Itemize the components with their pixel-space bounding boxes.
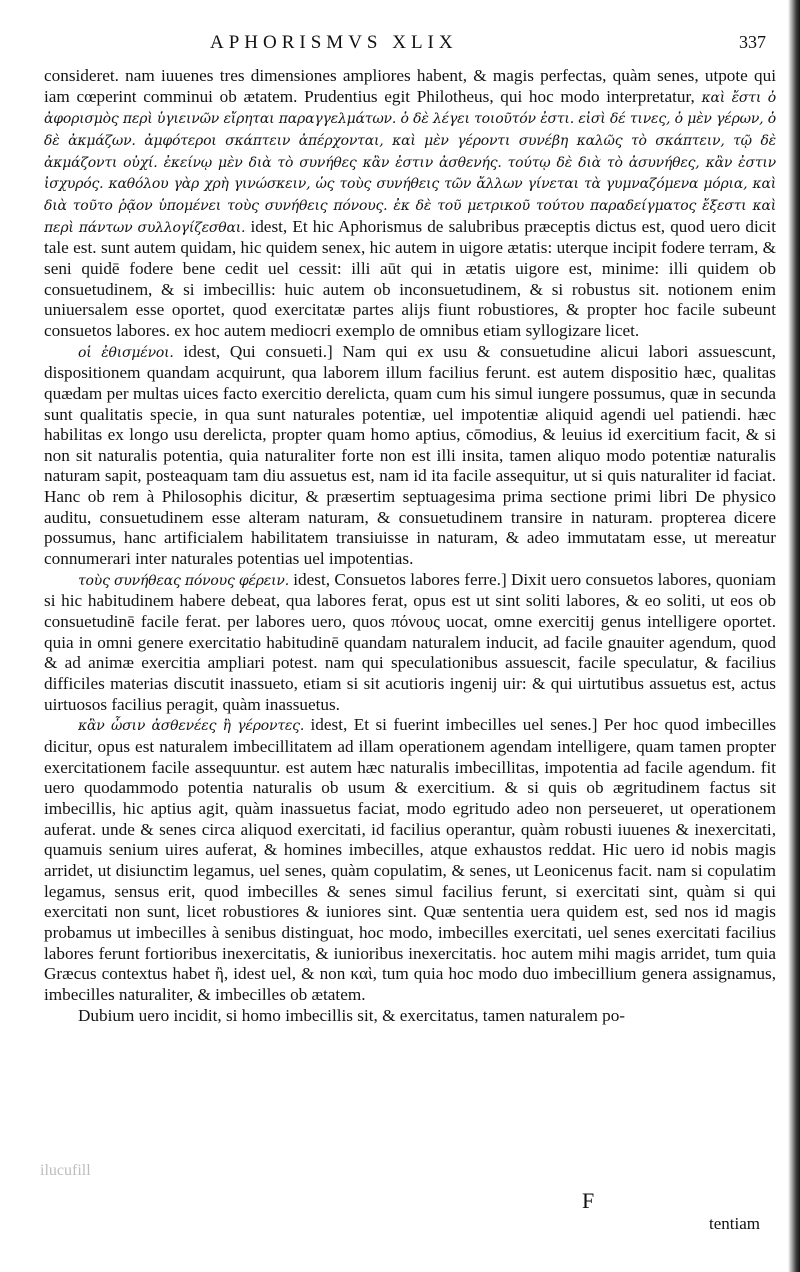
greek-text: τοὺς συνήθεας πόνους φέρειν. bbox=[78, 572, 289, 589]
page-number: 337 bbox=[739, 32, 766, 52]
latin-text: consideret. nam iuuenes tres dimensiones ampliores habent, & magis perfectas, quàm senes, utpote qui iam cœperint comminui ob ætatem. Prudentius egit Philotheus, qui hoc modo interpretatur, bbox=[44, 66, 776, 106]
latin-text: Dubium uero incidit, si homo imbecillis sit, & exercitatus, tamen naturalem po- bbox=[78, 1005, 626, 1025]
running-title: APHORISMVS XLIX bbox=[210, 32, 458, 53]
latin-text: idest, Qui consueti.] Nam qui ex usu & consuetudine alicui labori assuescunt, dispositionem quandam acquirunt, qua laborem illum facilius ferunt. est autem dispositio hæc, qualitas quædam per multas uices facto exercitio derelicta, quam cum his simul iungere possumus, quæ in secunda sunt qualitatis specie, in qua sunt naturales potentiæ, uel impotentiæ aliquid agendi uel patiendi. hæc habilitas ex longo usu derelicta, propter quam homo aptius, cōmodius, & leuius id exercitium facit, & si non sit naturalis potentia, quia naturaliter forte non est illi insita, tamen aliquo modo potentiæ naturalis naturam sapit, posteaquam tam diu assuetus est, nam id ita facile assequitur, ut si quis naturaliter id faciat. Hanc ob rem à Philosophis dicitur, & præsertim septuagesima prima sectione primi libri De physico auditu, consuetudinem esse alteram naturam, & consuetudinem transire in naturam. propterea dicere possumus, hanc artificialem habilitatem transiuisse in naturam, & adeo immutatam esse, ut mereatur connumerari inter naturales potentias uel impotentias. bbox=[44, 341, 776, 569]
signature-mark: F bbox=[582, 1188, 595, 1213]
paragraph bbox=[44, 1006, 776, 1027]
greek-text: οἱ ἐθισμένοι. bbox=[78, 344, 174, 361]
greek-text: καὶ ἔστι ὁ ἀφορισμὸς περὶ ὑγιεινῶν εἴρηται παραγγελμάτων. ὁ δὲ λέγει τοιοῦτόν ἐστι. εἰσὶ δέ τινες, ὁ μὲν γέρων, ὁ δὲ ἀκμάζων. ἀμφότεροι σκάπτειν ἀπέρχονται, καὶ μὲν γέροντι συνέβη καλῶς τὸ σκάπτειν, τῷ δὲ ἀκμάζοντι οὐχί. ἐκείνῳ μὲν διὰ τὸ συνήθες κἂν ἐστιν ἀσθενής. τούτῳ δὲ διὰ τὸ ἀσυνήθες, κἂν ἐστιν ἰσχυρός. καθόλου γὰρ χρὴ γινώσκειν, ὡς τοὺς συνήθεις τῶν ἄλλων γίνεται τὰ γυμναζόμενα μόρια, καὶ διὰ τοῦτο ῥᾷον ὑπομένει τοὺς συνήθεις πόνους. ἐκ δὲ τοῦ μετρικοῦ τούτου παραδείγματος ἔξεστι καὶ περὶ πάντων συλλογίζεσθαι. bbox=[44, 89, 776, 236]
paragraph bbox=[44, 342, 776, 570]
page-footer bbox=[560, 1188, 760, 1248]
paragraph bbox=[44, 66, 776, 342]
body-text bbox=[44, 66, 776, 1026]
greek-text: κἂν ὦσιν ἀσθενέες ἢ γέροντες. bbox=[78, 718, 305, 735]
latin-text: idest, Et si fuerint imbecilles uel senes.] Per hoc quod imbecilles dicitur, opus est naturalem imbecillitatem ad illam operationem agendam intelligere, quam tamen propter exercitationem facile assequuntur. est autem hæc naturalis imbecillitas, impotentia ad facile agendum. fit uero quodammodo potentia naturalis ob usum & exercitium. & si quis ob ægritudinem factus sit imbecillis, hic aptius agit, quàm inassuetus faciat, modo egritudo adeo non perseueret, ut operationem auferat. unde & senes circa aliquod exercitati, id facilius operantur, quàm robusti iuuenes & inexercitati, quamuis senium uires auferat, & homines imbecilles, atque exhaustos reddat. Hic uero id nobis magis arridet, ut disiunctim legamus, uel senes, quàm copulatim, & senes, ut Leonicenus facit. nam si copulatim legamus, sensus erit, quod imbecilles & senes simul facilius ferunt, si exercitati sint, quàm si qui exercitati non sunt, licet robustiores & iuniores sint. Quæ sententia uera quidem est, sed nos id magis probamus ut imbecilles à senibus distinguat, hoc modo, imbecilles exercitati, uel senes exercitati facilius labores ferunt fortioribus inexercitatis, & iunioribus inexercitatis. hoc autem mihi magis arridet, tum quia Græcus contextus habet ἢ, idest uel, & non καὶ, tum quia hoc modo duo imbecillium genera assignamus, imbecilles naturaliter, & imbecilles ob ætatem. bbox=[44, 715, 777, 1004]
bleed-through-text: ilucufill bbox=[40, 1162, 91, 1179]
latin-text: idest, Et hic Aphorismus de salubribus præceptis dictus est, quod uero dicit tale est. sunt autem quidam, hic quidem senex, hic autem in uigore ætatis: uterque incipit fodere terram, & seni quidē fodere bene cedit uel cessit: illi aūt qui in ætatis uigore est, minime: illi quidem ob consuetudinem, & si imbecillis: huic autem ob inconsuetudinem, & si robustus sit. notionem enim uniuersalem esse oportet, quod exercitatæ partes alijs fiunt robustiores, & propter hoc facile subeunt consuetos labores. ex hoc autem mediocri exemplo de omnibus etiam syllogizare licet. bbox=[44, 216, 776, 340]
paragraph bbox=[44, 715, 776, 1005]
page-header bbox=[40, 32, 780, 62]
paragraph bbox=[44, 570, 776, 716]
catchword: tentiam bbox=[709, 1214, 760, 1233]
page-edge-shadow bbox=[788, 0, 800, 1272]
latin-text: idest, Consuetos labores ferre.] Dixit uero consuetos labores, quoniam si hic habitudinem habere debeat, qua labores ferat, opus est ut sint soliti labores, & eo soliti, ut eos ob consuetudinē facile ferat. per labores uero, quos πόνους uocat, omne exercitij genus intelligere oportet. quia in omni genere exercitatio habitudinē quandam naturalem inducit, ad facile gnauiter agendum, quod & ad animæ exercitia ampliari potest. nam qui speculationibus assuescit, facile speculatur, & facilius difficiles materias discutit inassueto, etiam si sit acutioris ingenij uir: & qui uirtutibus assuetus est, actus uirtuosos facilius peragit, quàm inassuetus. bbox=[44, 569, 776, 714]
